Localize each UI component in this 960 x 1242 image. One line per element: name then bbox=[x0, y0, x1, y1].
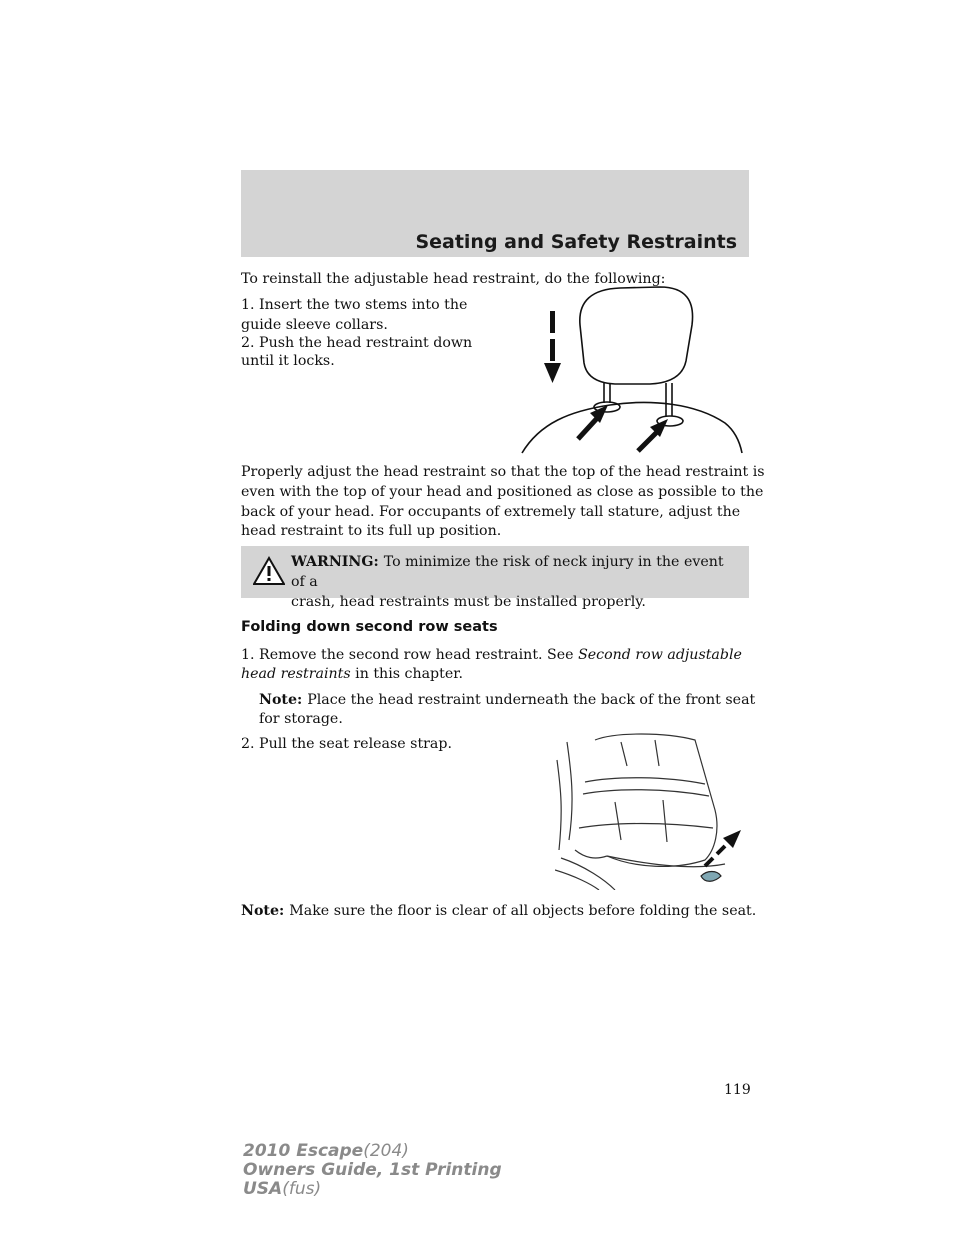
fold-step1-line1 bbox=[241, 645, 742, 666]
note1-line1 bbox=[259, 690, 755, 711]
head-restraint-illustration bbox=[520, 283, 744, 455]
note1-text1: Place the head restraint underneath the back of the front seat bbox=[307, 692, 756, 708]
folding-heading: Folding down second row seats bbox=[241, 619, 498, 635]
step2-line2: until it locks. bbox=[241, 353, 335, 369]
note2-line bbox=[241, 901, 756, 922]
adjust-line2: even with the top of your head and positioned as close as possible to the bbox=[241, 484, 764, 500]
footer-market: USA bbox=[243, 1179, 283, 1199]
warning-triangle-icon bbox=[253, 556, 285, 586]
footer-model-code: (204) bbox=[363, 1141, 409, 1161]
fold-step1-line2 bbox=[241, 664, 463, 685]
footer-line1 bbox=[243, 1142, 502, 1161]
adjust-line1: Properly adjust the head restraint so that the top of the head restraint is bbox=[241, 464, 765, 480]
step2-line1: 2. Push the head restraint down bbox=[241, 335, 473, 351]
note1-line2: for storage. bbox=[259, 711, 343, 727]
warning-line2: crash, head restraints must be installed properly. bbox=[291, 594, 646, 610]
footer-market-code: (fus) bbox=[282, 1179, 322, 1199]
footer-model: 2010 Escape bbox=[243, 1141, 364, 1161]
warning-box bbox=[241, 546, 749, 610]
fold-step1-link-line1: Second row adjustable bbox=[578, 647, 742, 663]
step1-line1: 1. Insert the two stems into the bbox=[241, 297, 468, 313]
adjust-line4: head restraint to its full up position. bbox=[241, 523, 502, 539]
fold-step1-prefix: 1. Remove the second row head restraint. See bbox=[241, 647, 579, 663]
footer-imprint bbox=[243, 1142, 502, 1199]
footer-line3 bbox=[243, 1180, 502, 1199]
fold-step2: 2. Pull the seat release strap. bbox=[241, 736, 452, 752]
step1-line2: guide sleeve collars. bbox=[241, 317, 388, 333]
warning-text bbox=[291, 552, 739, 612]
note2-text: Make sure the floor is clear of all objects before folding the seat. bbox=[289, 903, 757, 919]
seat-release-strap-illustration bbox=[555, 730, 750, 890]
page-number: 119 bbox=[724, 1082, 751, 1098]
fold-step1-suffix: in this chapter. bbox=[350, 666, 463, 682]
warning-label: WARNING: bbox=[291, 554, 384, 570]
note1-label: Note: bbox=[259, 692, 308, 708]
footer-guide: Owners Guide, 1st Printing bbox=[243, 1160, 502, 1180]
adjust-line3: back of your head. For occupants of extremely tall stature, adjust the bbox=[241, 504, 741, 520]
intro-text: To reinstall the adjustable head restraint, do the following: bbox=[241, 271, 666, 287]
section-header-band bbox=[241, 170, 749, 257]
section-title: Seating and Safety Restraints bbox=[415, 231, 737, 253]
fold-step1-link-line2: head restraints bbox=[241, 666, 351, 682]
warning-line1: To minimize the risk of neck injury in the event of a bbox=[291, 554, 724, 590]
note2-label: Note: bbox=[241, 903, 290, 919]
